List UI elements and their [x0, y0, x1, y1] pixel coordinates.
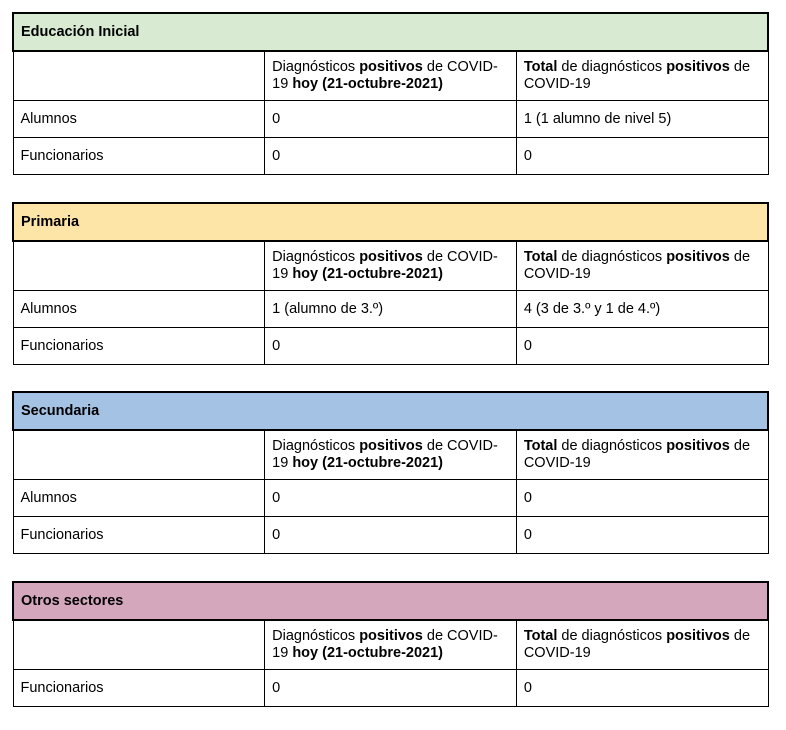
section-title: Educación Inicial — [13, 13, 768, 51]
table-secundaria — [12, 391, 769, 554]
row-label: Alumnos — [13, 480, 265, 517]
cell-hoy: 0 — [265, 670, 517, 707]
header-hoy: Diagnósticos positivos de COVID-19 hoy (21-octubre-2021) — [265, 51, 517, 101]
row-label: Funcionarios — [13, 138, 265, 175]
table-row — [13, 138, 768, 175]
table-row — [13, 670, 768, 707]
section-title: Secundaria — [13, 392, 768, 430]
cell-total: 0 — [516, 517, 768, 554]
header-total: Total de diagnósticos positivos de COVID-19 — [516, 51, 768, 101]
table-row — [13, 480, 768, 517]
table-row — [13, 517, 768, 554]
row-label: Funcionarios — [13, 517, 265, 554]
table-row — [13, 291, 768, 328]
row-label: Alumnos — [13, 101, 265, 138]
header-total: Total de diagnósticos positivos de COVID-19 — [516, 241, 768, 291]
column-header-row — [13, 620, 768, 670]
column-header-row — [13, 241, 768, 291]
empty-header-cell — [13, 620, 265, 670]
section-title-row — [13, 13, 768, 51]
cell-hoy: 0 — [265, 328, 517, 365]
row-label: Funcionarios — [13, 670, 265, 707]
header-total: Total de diagnósticos positivos de COVID-19 — [516, 620, 768, 670]
cell-total: 4 (3 de 3.º y 1 de 4.º) — [516, 291, 768, 328]
cell-hoy: 0 — [265, 101, 517, 138]
cell-hoy: 0 — [265, 480, 517, 517]
cell-hoy: 1 (alumno de 3.º) — [265, 291, 517, 328]
table-row — [13, 328, 768, 365]
column-header-row — [13, 430, 768, 480]
empty-header-cell — [13, 241, 265, 291]
section-title-row — [13, 392, 768, 430]
cell-hoy: 0 — [265, 517, 517, 554]
empty-header-cell — [13, 51, 265, 101]
table-primaria — [12, 202, 769, 365]
empty-header-cell — [13, 430, 265, 480]
table-educacion-inicial — [12, 12, 769, 175]
column-header-row — [13, 51, 768, 101]
cell-total: 1 (1 alumno de nivel 5) — [516, 101, 768, 138]
row-label: Alumnos — [13, 291, 265, 328]
header-total: Total de diagnósticos positivos de COVID-19 — [516, 430, 768, 480]
row-label: Funcionarios — [13, 328, 265, 365]
cell-hoy: 0 — [265, 138, 517, 175]
table-row — [13, 101, 768, 138]
cell-total: 0 — [516, 138, 768, 175]
section-title-row — [13, 582, 768, 620]
cell-total: 0 — [516, 480, 768, 517]
table-otros-sectores — [12, 581, 769, 707]
cell-total: 0 — [516, 670, 768, 707]
header-hoy: Diagnósticos positivos de COVID-19 hoy (21-octubre-2021) — [265, 241, 517, 291]
section-title-row — [13, 203, 768, 241]
header-hoy: Diagnósticos positivos de COVID-19 hoy (21-octubre-2021) — [265, 430, 517, 480]
header-hoy: Diagnósticos positivos de COVID-19 hoy (21-octubre-2021) — [265, 620, 517, 670]
cell-total: 0 — [516, 328, 768, 365]
section-title: Primaria — [13, 203, 768, 241]
section-title: Otros sectores — [13, 582, 768, 620]
